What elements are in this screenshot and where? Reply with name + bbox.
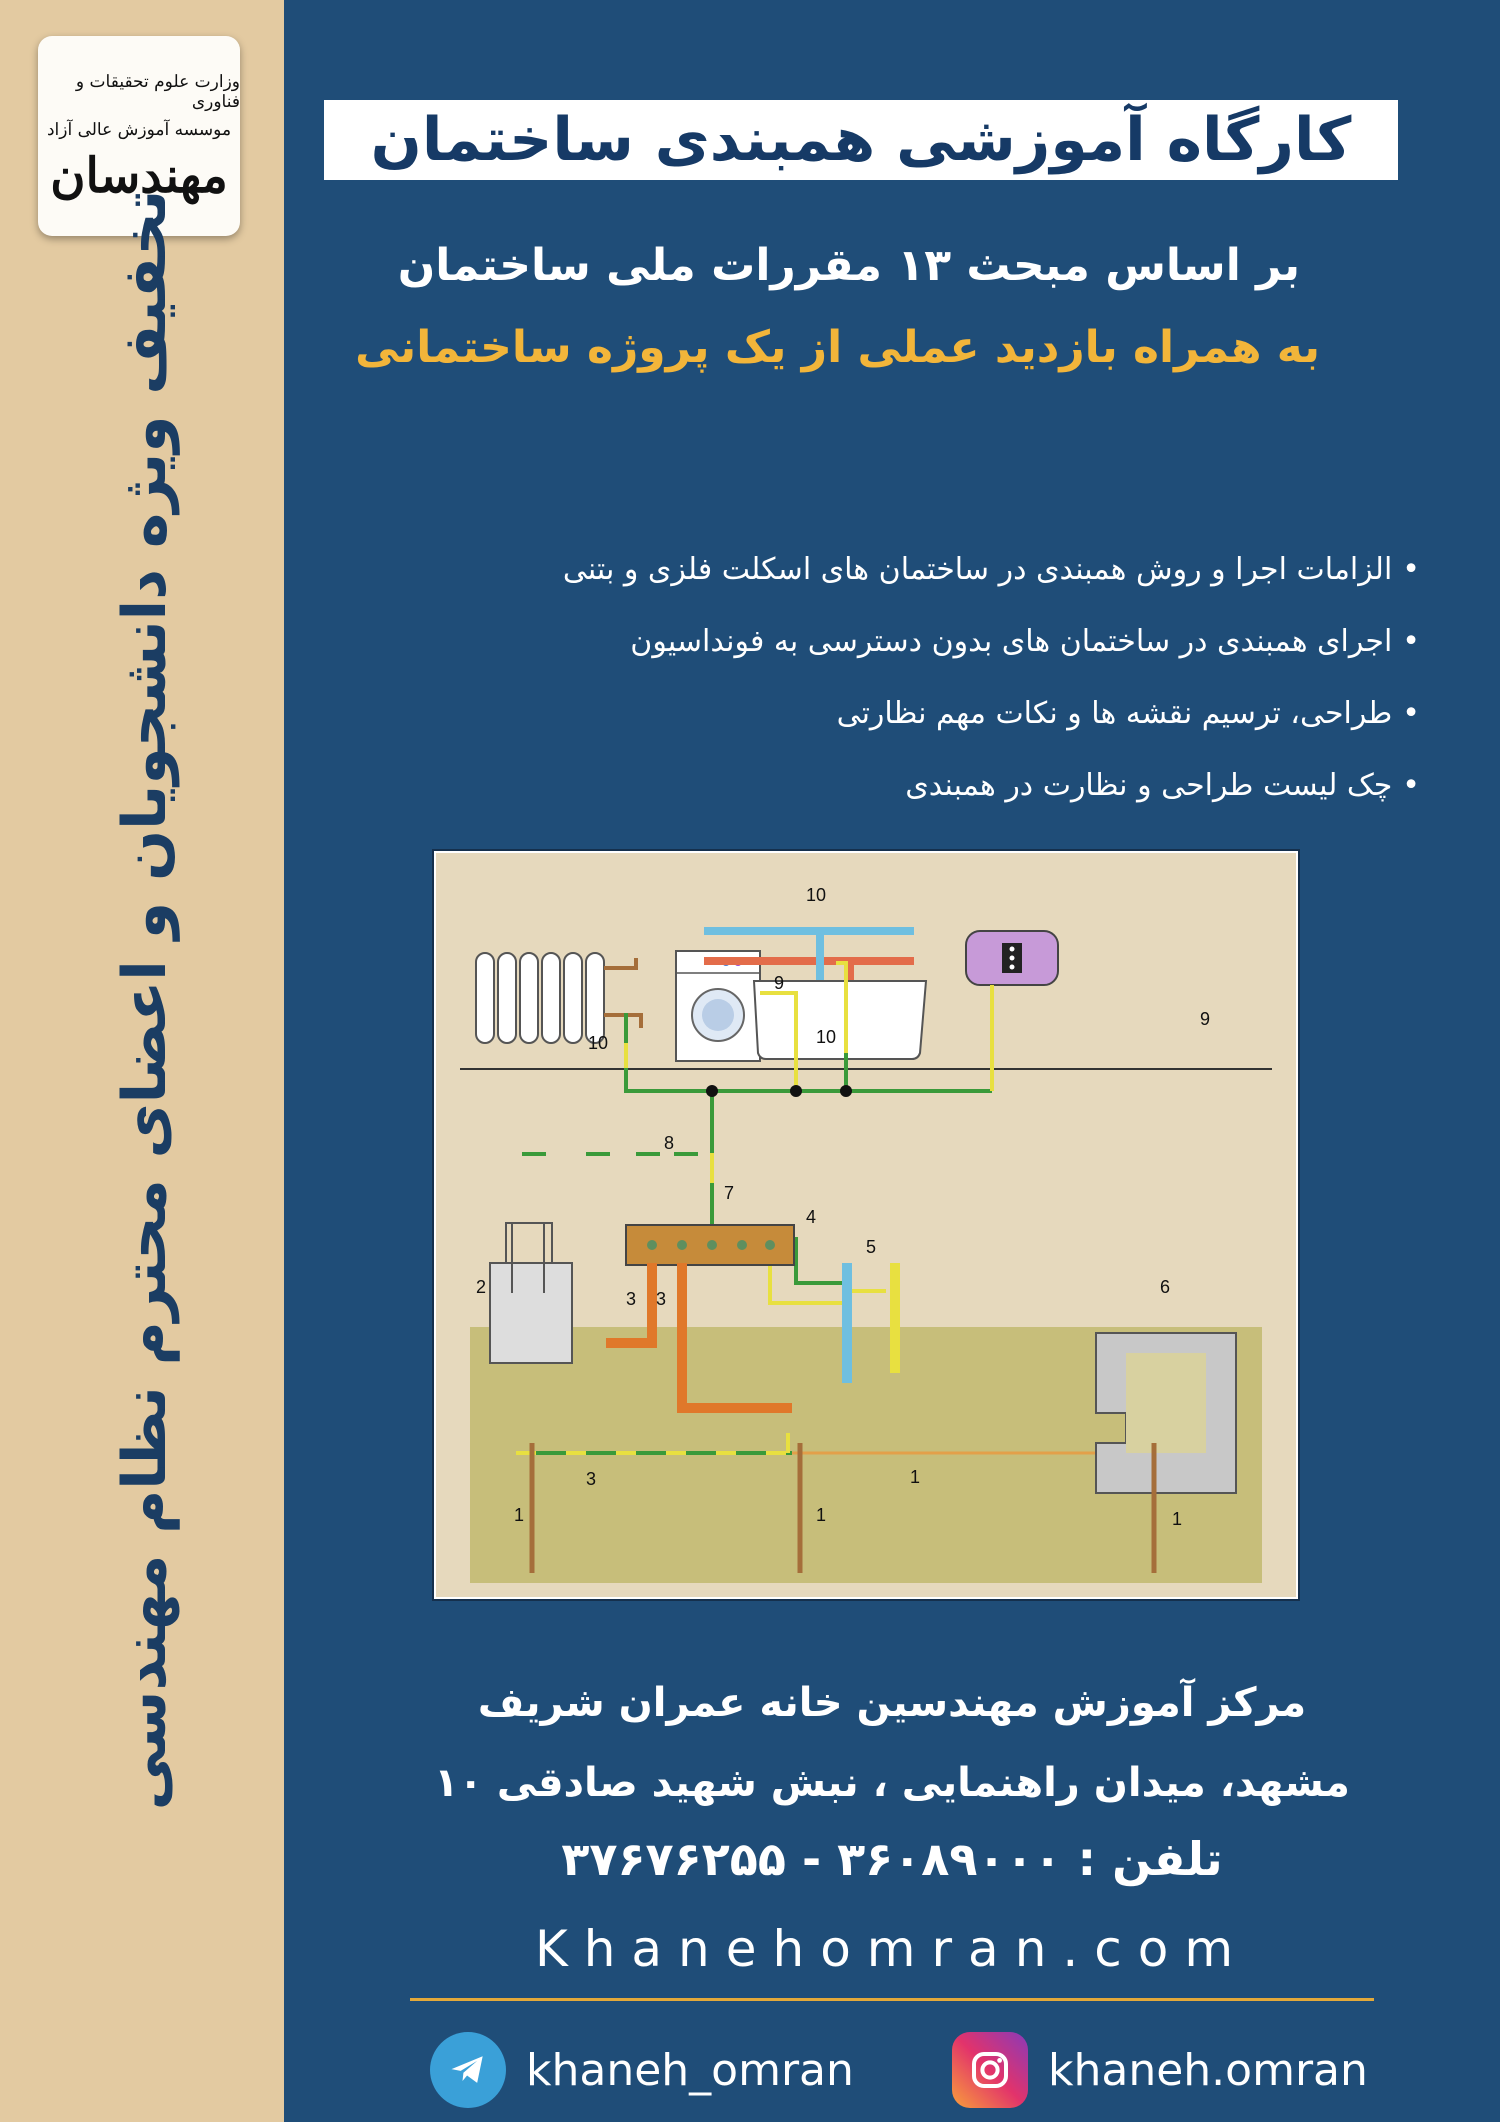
logo-line-3: مهندسان <box>50 148 228 204</box>
diagram-label: 1 <box>910 1467 921 1487</box>
list-item: •الزامات اجرا و روش همبندی در ساختمان های اسکلت فلزی و بتنی <box>562 552 1420 587</box>
list-item: •چک لیست طراحی و نظارت در همبندی <box>905 768 1420 803</box>
telegram-icon <box>430 2032 506 2108</box>
diagram-label: 8 <box>664 1133 675 1153</box>
telegram-link[interactable] <box>430 2030 854 2110</box>
washing-machine <box>676 951 760 1061</box>
subtitle: بر اساس مبحث ۱۳ مقررات ملی ساختمان <box>397 240 1300 291</box>
list-item-text: اجرای همبندی در ساختمان های بدون دسترسی به فونداسیون <box>630 624 1393 659</box>
website-link[interactable]: Khanehomran.com <box>534 1920 1250 1978</box>
diagram-label: 7 <box>724 1183 735 1203</box>
diagram-label: 10 <box>806 885 827 905</box>
divider <box>410 1998 1374 2001</box>
concrete-pit <box>1096 1333 1236 1493</box>
diagram-label: 10 <box>588 1033 609 1053</box>
center-name: مرکز آموزش مهندسین خانه عمران شریف <box>477 1680 1307 1726</box>
list-item: •اجرای همبندی در ساختمان های بدون دسترسی به فونداسیون <box>630 624 1420 659</box>
address: مشهد، میدان راهنمایی ، نبش شهید صادقی ۱۰ <box>434 1760 1350 1806</box>
telegram-handle: khaneh_omran <box>526 2044 854 2096</box>
power-socket <box>966 931 1058 985</box>
diagram-label: 3 <box>586 1469 597 1489</box>
column-footing <box>490 1223 572 1363</box>
diagram-label: 1 <box>816 1505 827 1525</box>
instagram-handle: khaneh.omran <box>1048 2044 1368 2096</box>
instagram-link[interactable] <box>952 2030 1368 2110</box>
logo-line-1: وزارت علوم تحقیقات و فناوری <box>75 72 240 112</box>
diagram-label: 4 <box>806 1207 817 1227</box>
sidebar <box>0 0 284 2122</box>
list-item-text: طراحی، ترسیم نقشه ها و نکات مهم نظارتی <box>836 696 1393 731</box>
diagram-label: 9 <box>1200 1009 1211 1029</box>
diagram-label: 5 <box>866 1237 877 1257</box>
blue-pipe <box>842 1263 852 1383</box>
diagram-label: 3 <box>626 1289 637 1309</box>
phone: تلفن : ۳۶۰۸۹۰۰۰ - ۳۷۶۷۶۲۵۵ <box>561 1832 1223 1886</box>
topic-list <box>563 540 1420 828</box>
yellow-pipe <box>890 1263 900 1373</box>
radiator <box>476 953 641 1043</box>
list-item: •طراحی، ترسیم نقشه ها و نکات مهم نظارتی <box>836 696 1420 731</box>
diagram-label: 9 <box>774 973 785 993</box>
earth-terminal-bar <box>626 1225 794 1265</box>
discount-text: تخفیف ویژه دانشجویان و اعضای محترم نظام مهندسی <box>110 189 180 1811</box>
subtitle-highlight: به همراه بازدید عملی از یک پروژه ساختمانی <box>355 322 1320 373</box>
logo-line-2: موسسه آموزش عالی آزاد <box>46 120 232 140</box>
bonding-diagram <box>434 851 1298 1599</box>
page-title: کارگاه آموزشی همبندی ساختمان <box>324 100 1398 180</box>
instagram-icon <box>952 2032 1028 2108</box>
diagram-label: 10 <box>816 1027 837 1047</box>
main-content <box>284 0 1500 2122</box>
diagram-label: 1 <box>514 1505 525 1525</box>
diagram-label: 2 <box>476 1277 487 1297</box>
diagram-label: 3 <box>656 1289 667 1309</box>
list-item-text: چک لیست طراحی و نظارت در همبندی <box>905 768 1393 803</box>
diagram-label: 1 <box>1172 1509 1183 1529</box>
list-item-text: الزامات اجرا و روش همبندی در ساختمان های اسکلت فلزی و بتنی <box>562 552 1393 587</box>
diagram-label: 6 <box>1160 1277 1171 1297</box>
